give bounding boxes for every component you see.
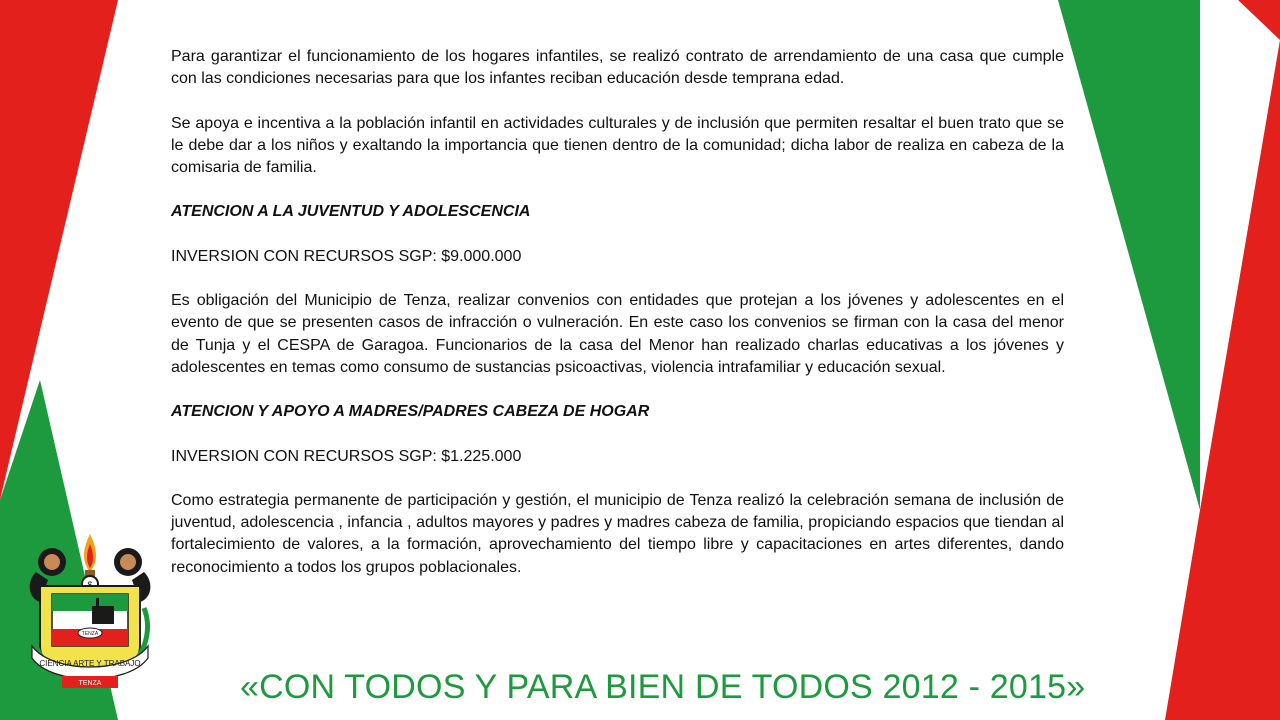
paragraph-convenios: Es obligación del Municipio de Tenza, realizar convenios con entidades que protejan a los jóvenes y adolescentes en el evento de que se presenten casos de infracción o vulneración. En este caso los convenios se firman con la casa del menor de Tunja y el CESPA de Garagoa. Funcionarios de la casa del Menor han realizado charlas educativas a los jóvenes y adolescentes en temas como consumo de sustancias psicoactivas, violencia intrafamiliar y educación sexual.	[171, 292, 1064, 376]
heading-juventud: ATENCION A LA JUVENTUD Y ADOLESCENCIA	[171, 203, 531, 221]
municipal-crest-logo	[22, 528, 158, 692]
footer-slogan: «CON TODOS Y PARA BIEN DE TODOS 2012 - 2015»	[240, 668, 1086, 706]
crest-plaque: TENZA	[81, 631, 99, 637]
crest-motto: CIENCIA ARTE Y TRABAJO	[39, 659, 141, 668]
left-red-band	[0, 0, 118, 500]
paragraph-poblacion-infantil: Se apoya e incentiva a la población infantil en actividades culturales y de inclusión que permiten resaltar el buen trato que se le debe dar a los niños y exaltando la importancia que tienen dentro de la comunidad; dicha labor de realiza en cabeza de la comisaria de familia.	[171, 114, 1064, 177]
heading-madres-padres: ATENCION Y APOYO A MADRES/PADRES CABEZA DE HOGAR	[171, 403, 650, 421]
crest-name: TENZA	[78, 680, 102, 687]
investment-madres-padres: INVERSION CON RECURSOS SGP: $1.225.000	[171, 447, 522, 465]
right-green-band	[1058, 0, 1200, 510]
main-text	[171, 46, 1064, 601]
paragraph-semana-inclusion: Como estrategia permanente de participación y gestión, el municipio de Tenza realizó la celebración semana de inclusión de juventud, adolescencia , infancia , adultos mayores y padres y madres cabeza de familia, propiciando espacios que tiendan al fortalecimiento de valores, a la formación, aprovechamiento del tiempo libre y capacitaciones en artes diferentes, dando reconocimiento a todos los grupos poblacionales.	[171, 491, 1064, 576]
paragraph-hogares: Para garantizar el funcionamiento de los hogares infantiles, se realizó contrato de arrendamiento de una casa que cumple con las condiciones necesarias para que los infantes reciban educación desde temprana edad.	[171, 48, 1064, 88]
investment-juventud: INVERSION CON RECURSOS SGP: $9.000.000	[171, 247, 522, 265]
